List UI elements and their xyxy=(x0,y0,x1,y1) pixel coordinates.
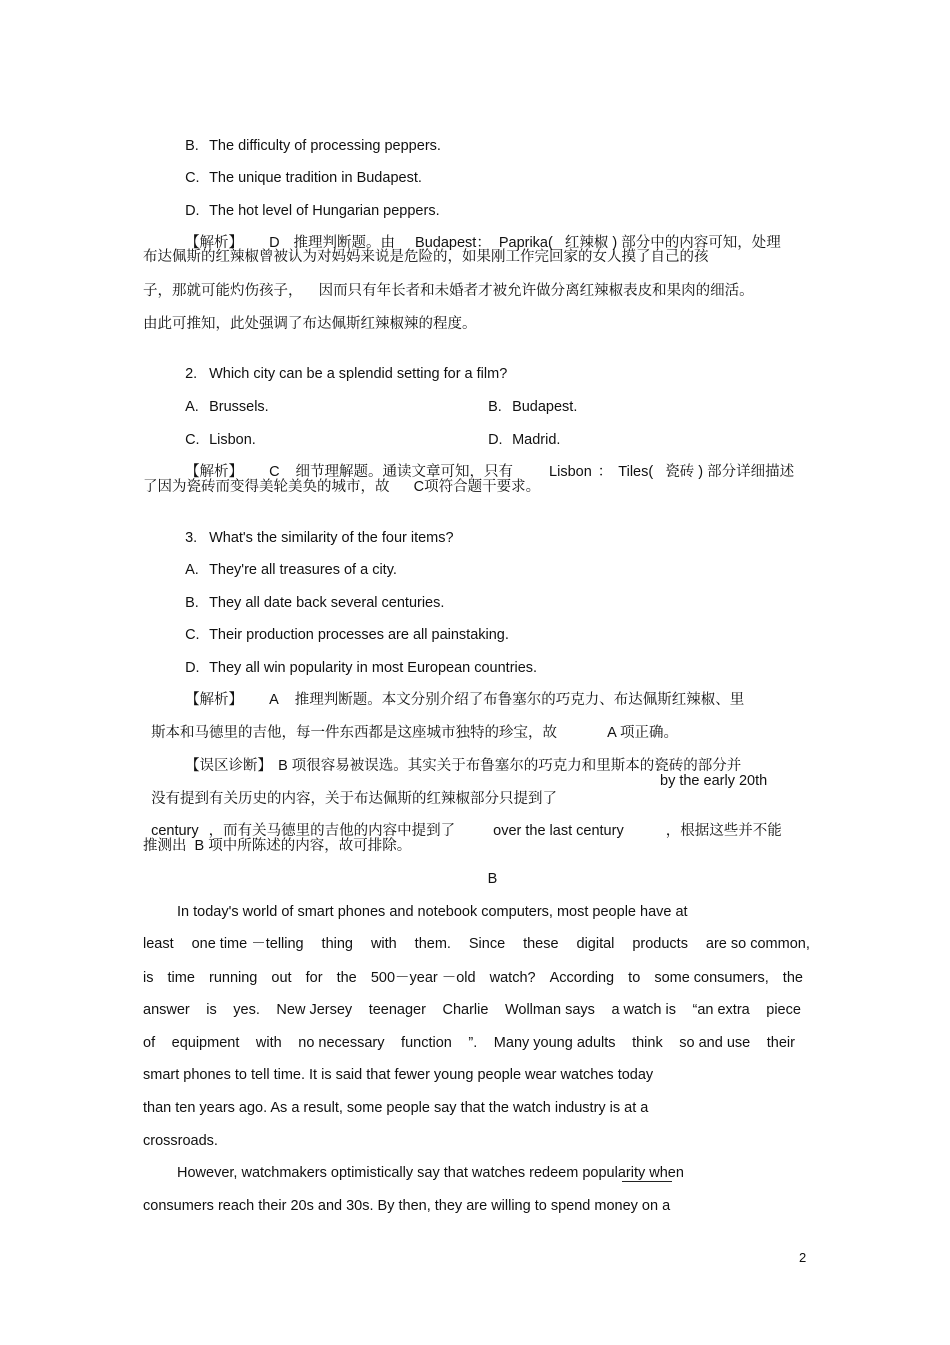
passage-p1-line2: least one time －telling thing with them. Since these digital products are so common, xyxy=(143,936,810,952)
q1-option-c: C. The unique tradition in Budapest. xyxy=(185,170,422,186)
q2-analysis-line1: 【解析】 C 细节理解题。通读文章可知，只有 Lisbon ： Tiles( 瓷砖 ) 部分详细描述 xyxy=(185,464,795,480)
q3-analysis-line2: 斯本和马德里的吉他，每一件东西都是这座城市独特的珍宝，故 A 项正确。 xyxy=(151,725,678,741)
passage-p2-line2: consumers reach their 20s and 30s. By then, they are willing to spend money on a xyxy=(143,1198,671,1214)
q1-option-b: B. The difficulty of processing peppers. xyxy=(185,138,441,154)
q3-option-d: D. They all win popularity in most European countries. xyxy=(185,660,538,676)
q3-stem: 3. What's the similarity of the four items? xyxy=(185,530,454,546)
q3-diagnosis-line2-en: by the early 20th xyxy=(660,773,768,789)
q1-analysis-line4: 由此可推知，此处强调了布达佩斯红辣椒辣的程度。 xyxy=(143,316,477,332)
q3-diagnosis-line1: 【误区诊断】 B 项很容易被误选。其实关于布鲁塞尔的巧克力和里斯本的瓷砖的部分并 xyxy=(185,758,742,774)
passage-p1-line5: of equipment with no necessary function ”. Many young adults think so and use their xyxy=(143,1035,795,1051)
q1-analysis-line3: 子，那就可能灼伤孩子， 因而只有年长者和未婚者才被允许做分离红辣椒表皮和果肉的细活。 xyxy=(143,283,754,299)
passage-p1-line4: answer is yes. New Jersey teenager Charlie Wollman says a watch is “an extra piece xyxy=(143,1002,801,1018)
q2-stem: 2. Which city can be a splendid setting for a film? xyxy=(185,366,508,382)
q3-diagnosis-line3: century ，而有关马德里的吉他的内容中提到了 over the last century ，根据这些并不能 xyxy=(151,823,782,839)
q1-analysis-line2: 布达佩斯的红辣椒曾被认为对妈妈来说是危险的，如果刚工作完回家的女人摸了自己的孩 xyxy=(143,249,709,265)
passage-p1-line7: than ten years ago. As a result, some people say that the watch industry is at a xyxy=(143,1100,649,1116)
page-number: 2 xyxy=(799,1250,807,1265)
analysis-tag: 【解析】 xyxy=(185,235,244,251)
q3-diagnosis-line2: 没有提到有关历史的内容，关于布达佩斯的红辣椒部分只提到了 xyxy=(151,791,558,807)
passage-p1-line8: crossroads. xyxy=(143,1133,218,1149)
q2-option-b: B. Budapest. xyxy=(488,399,578,415)
underline-mark xyxy=(622,1181,672,1182)
q2-option-c: C. Lisbon. xyxy=(185,432,256,448)
q3-diagnosis-line4: 推测出 B 项中所陈述的内容，故可排除。 xyxy=(143,838,412,854)
q1-analysis-line1: 【解析】 D 推理判断题。由 Budapest： Paprika( 红辣椒 ) 部分中的内容可知，处理 xyxy=(185,235,781,251)
q3-analysis-line1: 【解析】 A 推理判断题。本文分别介绍了布鲁塞尔的巧克力、布达佩斯红辣椒、里 xyxy=(185,692,745,708)
q3-option-b: B. They all date back several centuries. xyxy=(185,595,445,611)
passage-p1-line6: smart phones to tell time. It is said that fewer young people wear watches today xyxy=(143,1067,654,1083)
section-heading: B xyxy=(487,871,498,887)
q1-option-d: D. The hot level of Hungarian peppers. xyxy=(185,203,440,219)
passage-p1-line3: is time running out for the 500－year －old watch? According to some consumers, the xyxy=(143,970,803,986)
q2-option-d: D. Madrid. xyxy=(488,432,561,448)
analysis-tag: 【解析】 xyxy=(185,464,244,480)
passage-p2-line1: However, watchmakers optimistically say that watches redeem popularity when xyxy=(177,1165,684,1181)
q3-option-a: A. They're all treasures of a city. xyxy=(185,562,397,578)
analysis-tag: 【解析】 xyxy=(185,692,244,708)
q2-option-a: A. Brussels. xyxy=(185,399,269,415)
q2-analysis-line2: 了因为瓷砖而变得美轮美奂的城市，故 C项符合题干要求。 xyxy=(143,479,541,495)
passage-p1-line1: In today's world of smart phones and notebook computers, most people have at xyxy=(177,904,688,920)
diagnosis-tag: 【误区诊断】 xyxy=(185,758,273,774)
q3-option-c: C. Their production processes are all painstaking. xyxy=(185,627,509,643)
